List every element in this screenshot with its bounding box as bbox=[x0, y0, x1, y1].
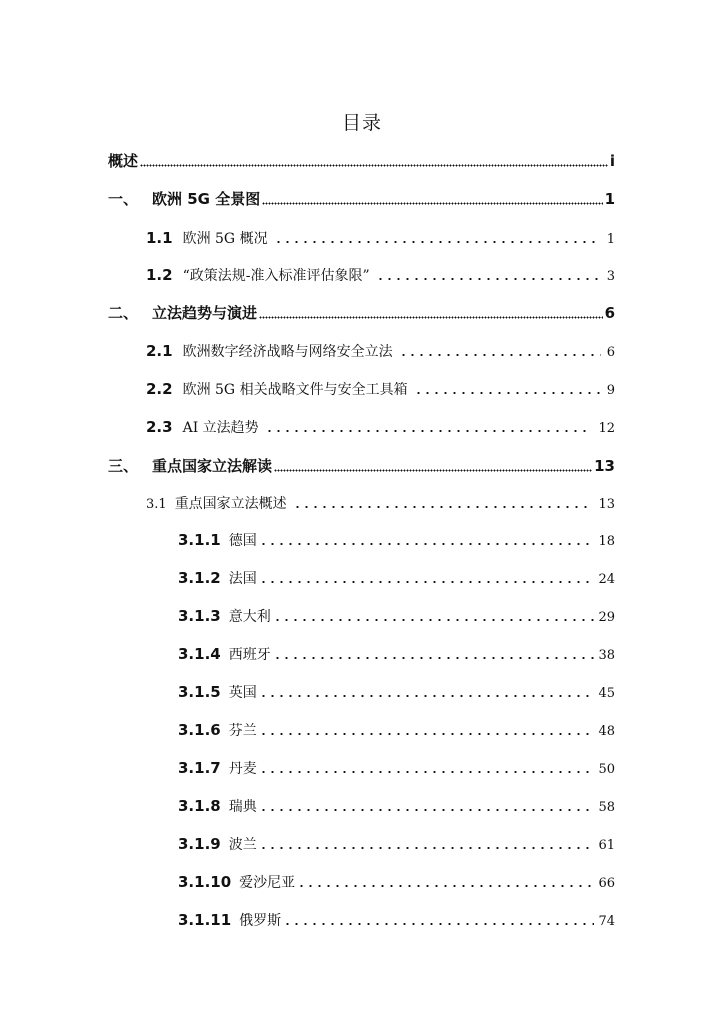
toc-entry-number: 二、 bbox=[108, 304, 139, 322]
toc-entry-number: 一、 bbox=[108, 190, 139, 208]
toc-entry-label: 立法趋势与演进 bbox=[152, 304, 258, 322]
toc-entry-label: 波兰 bbox=[228, 837, 257, 853]
toc-entry-page: 6 bbox=[606, 345, 615, 360]
toc-entry-page: i bbox=[609, 152, 615, 170]
toc-entry-label: 丹麦 bbox=[228, 761, 257, 777]
toc-entry-page: 13 bbox=[598, 497, 615, 512]
toc-entry-number: 3.1.2 bbox=[178, 569, 221, 587]
dot-leader bbox=[259, 580, 595, 584]
dot-leader bbox=[414, 391, 601, 395]
toc-entry-number: 2.3 bbox=[146, 418, 173, 436]
toc-entry-number: 3.1.8 bbox=[178, 797, 221, 815]
toc-entry-label: 欧洲数字经济战略与网络安全立法 bbox=[182, 344, 393, 360]
toc-entry-2-1[interactable] bbox=[146, 341, 615, 361]
toc-entry-number: 3.1.9 bbox=[178, 835, 221, 853]
toc-entry-3-1[interactable] bbox=[146, 493, 615, 513]
toc-entry-page: 66 bbox=[598, 876, 615, 891]
toc-entry-page: 58 bbox=[598, 800, 615, 815]
toc-entry-page: 13 bbox=[594, 457, 615, 475]
toc-entry-page: 18 bbox=[598, 534, 615, 549]
toc-entry-number: 1.1 bbox=[146, 229, 173, 247]
toc-entry-label: 芬兰 bbox=[228, 723, 257, 739]
dot-leader bbox=[259, 732, 595, 736]
toc-entry-page: 45 bbox=[598, 686, 615, 701]
toc-entry-page: 3 bbox=[606, 269, 615, 284]
toc-entry-label: 爱沙尼亚 bbox=[239, 875, 296, 891]
toc-entry-chapter-1[interactable] bbox=[108, 188, 615, 209]
toc-entry-number: 3.1.7 bbox=[178, 759, 221, 777]
toc-entry-number: 3.1.6 bbox=[178, 721, 221, 739]
toc-entry-label: “政策法规-准入标准评估象限” bbox=[182, 268, 370, 284]
dot-leader bbox=[283, 922, 594, 926]
toc-entry-label: 西班牙 bbox=[228, 647, 271, 663]
toc-entry-page: 29 bbox=[598, 610, 615, 625]
dot-leader bbox=[273, 656, 595, 660]
toc-entry-label: 欧洲 5G 概况 bbox=[182, 231, 268, 247]
dot-leader bbox=[273, 618, 595, 622]
toc-entry-label: 德国 bbox=[228, 533, 257, 549]
toc-entry-label: 意大利 bbox=[228, 609, 271, 625]
toc-entry-number: 3.1.3 bbox=[178, 607, 221, 625]
toc-entry-label: 欧洲 5G 相关战略文件与安全工具箱 bbox=[182, 382, 408, 398]
toc-entry-label: 英国 bbox=[228, 685, 257, 701]
toc-entry-label: 俄罗斯 bbox=[239, 913, 282, 929]
dot-leader bbox=[259, 315, 603, 319]
dot-leader bbox=[297, 884, 594, 888]
toc-entry-number: 3.1 bbox=[146, 497, 167, 512]
toc-entry-page: 6 bbox=[604, 304, 615, 322]
toc-entry-page: 50 bbox=[598, 762, 615, 777]
toc-title: 目录 bbox=[341, 112, 382, 134]
toc-entry-3-1-7[interactable] bbox=[178, 758, 615, 778]
toc-entry-label: 法国 bbox=[228, 571, 257, 587]
dot-leader bbox=[265, 429, 593, 433]
toc-entry-label: 欧洲 5G 全景图 bbox=[152, 190, 261, 208]
toc-entry-3-1-11[interactable] bbox=[178, 910, 615, 930]
toc-entry-3-1-10[interactable] bbox=[178, 872, 615, 892]
toc-entry-3-1-8[interactable] bbox=[178, 796, 615, 816]
toc-entry-3-1-1[interactable] bbox=[178, 530, 615, 550]
toc-entry-label: 重点国家立法解读 bbox=[152, 457, 273, 475]
dot-leader bbox=[376, 277, 601, 281]
toc-entry-page: 24 bbox=[598, 572, 615, 587]
toc-entry-page: 48 bbox=[598, 724, 615, 739]
toc-entry-page: 38 bbox=[598, 648, 615, 663]
toc-entry-3-1-2[interactable] bbox=[178, 568, 615, 588]
toc-entry-label: 瑞典 bbox=[228, 799, 257, 815]
toc-entry-number: 2.2 bbox=[146, 380, 173, 398]
toc-entry-number: 2.1 bbox=[146, 342, 173, 360]
toc-entry-3-1-3[interactable] bbox=[178, 606, 615, 626]
toc-entry-number: 3.1.11 bbox=[178, 911, 232, 929]
toc-entry-chapter-2[interactable] bbox=[108, 302, 615, 323]
dot-leader bbox=[293, 505, 593, 509]
toc-entry-3-1-4[interactable] bbox=[178, 644, 615, 664]
dot-leader bbox=[140, 163, 608, 167]
dot-leader bbox=[262, 201, 602, 205]
dot-leader bbox=[259, 770, 595, 774]
toc-entry-1-2[interactable] bbox=[146, 265, 615, 285]
toc-entry-number: 3.1.4 bbox=[178, 645, 221, 663]
toc-entry-chapter-3[interactable] bbox=[108, 455, 615, 476]
toc-entry-number: 3.1.1 bbox=[178, 531, 221, 549]
dot-leader bbox=[274, 468, 592, 472]
dot-leader bbox=[259, 542, 595, 546]
toc-entry-overview[interactable] bbox=[108, 150, 615, 171]
toc-entry-3-1-5[interactable] bbox=[178, 682, 615, 702]
dot-leader bbox=[259, 694, 595, 698]
toc-entry-number: 三、 bbox=[108, 457, 139, 475]
toc-entry-number: 1.2 bbox=[146, 266, 173, 284]
toc-entry-page: 9 bbox=[606, 383, 615, 398]
toc-entry-page: 74 bbox=[598, 914, 615, 929]
dot-leader bbox=[259, 846, 595, 850]
toc-entry-3-1-9[interactable] bbox=[178, 834, 615, 854]
dot-leader bbox=[399, 353, 601, 357]
toc-entry-1-1[interactable] bbox=[146, 228, 615, 248]
toc-entry-page: 61 bbox=[598, 838, 615, 853]
toc-entry-page: 1 bbox=[604, 190, 615, 208]
toc-entry-number: 3.1.10 bbox=[178, 873, 232, 891]
toc-entry-2-2[interactable] bbox=[146, 379, 615, 399]
dot-leader bbox=[274, 240, 601, 244]
toc-entry-label: 重点国家立法概述 bbox=[174, 496, 287, 512]
toc-entry-page: 1 bbox=[606, 232, 615, 247]
toc-entry-label: 概述 bbox=[108, 152, 139, 170]
toc-entry-3-1-6[interactable] bbox=[178, 720, 615, 740]
dot-leader bbox=[259, 808, 595, 812]
toc-entry-page: 12 bbox=[598, 421, 615, 436]
toc-entry-2-3[interactable] bbox=[146, 417, 615, 437]
toc-entry-number: 3.1.5 bbox=[178, 683, 221, 701]
toc-entry-label: AI 立法趋势 bbox=[182, 420, 259, 436]
